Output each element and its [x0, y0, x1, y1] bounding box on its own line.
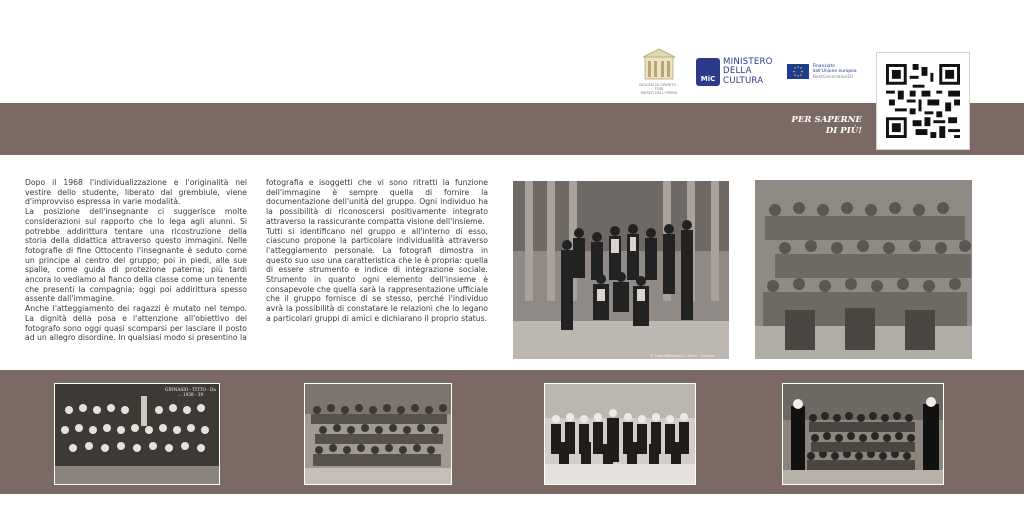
photo-credit: © Foto Biblioteca L.Fumi - Orvieto	[650, 353, 715, 358]
photo-nuns-children	[782, 383, 944, 485]
photo-school-children	[304, 383, 452, 485]
photo-boys-classroom	[544, 383, 696, 485]
museum-logo	[636, 47, 682, 97]
paragraph: Tutti si identificano nel gruppo e all'interno di esso, ciascuno propone la particolare individualità attraverso l'atteggiamento personale. La fotografi dimostra in questo suo uso una caratteristica che le è propria: quella di essere strumento e indice di integrazione sociale. Strumento in quanto ogni elemento dell'insieme è consapevole che quella sarà la rappresentazione ufficiale che il gruppo fornisce di se stesso, perché l'individuo avrà la possibilità di constatare le relazioni che lo legano a particolari gruppi di amici e dichiarano il proprio status.	[266, 226, 488, 323]
ministry-line-1: MINISTERO	[723, 56, 773, 67]
top-band	[0, 103, 1024, 155]
ministry-line-2: DELLA	[723, 66, 752, 77]
photo-youth-group	[512, 180, 730, 360]
ministry-logo	[696, 58, 773, 87]
paragraph: fotografia e isoggetti che vi sono ritratti la funzione dell'immagine è sempre quella di fornire la documentazione dell'unità del gruppo. Ogni individuo ha la possibilità di riconoscersi positivamente integrato attraverso la rassicurante compatta visione dell'insieme.	[266, 178, 488, 226]
photo-caption: GINNASIO - TITTO - Da ... 1938 - 39	[165, 387, 216, 397]
ministry-line-3: CULTURA	[723, 75, 764, 86]
paragraph: La posizione dell'insegnante ci suggerisce molte considerazioni sul rapporto che lo lega agli alunni. Si potrebbe addirittura tentare una ricostruzione della storia della didattica attraverso questo immagini. Nelle fotografie di fine Ottocento l'insegnante è seduto come un principe al centro del gruppo; poi in piedi, alle sue spalle, come guida di protezione paterna; più tardi ancora lo vediamo al fianco della classe come un tenente che presenti la compagnia; oggi poi addirittura spesso assente dall'immagine.	[25, 207, 247, 304]
eu-flag-icon	[787, 64, 809, 79]
photo-girls-group	[754, 179, 973, 360]
eu-logo	[787, 64, 857, 80]
eu-line-2: dall'Unione europea	[812, 69, 857, 75]
museum-caption: DIOCESI DI ORVIETO - TODI MUSEO DELL'OPERA	[639, 83, 679, 95]
text-column-left	[25, 178, 247, 343]
logo-strip	[636, 46, 857, 98]
text-column-right	[266, 178, 488, 324]
museum-building-icon	[639, 47, 679, 81]
eu-line-3: NextGenerationEU	[812, 74, 854, 80]
paragraph: Anche l'atteggiamento dei ragazzi è mutato nel tempo. La dignità della posa e l'attenzione all'obiettivo del fotografo sono oggi quasi scomparsi per lasciare il posto ad un allegro disordine. In qualsiasi modo si presentino la	[25, 304, 247, 343]
photo-class-1938	[54, 383, 220, 485]
mic-icon: MiC	[696, 58, 720, 86]
qr-code-icon	[886, 64, 960, 138]
paragraph: Dopo il 1968 l'individualizzazione e l'originalità nel vestire dello studente, liberato dal grembiule, viene d'improvviso espressa in varie modalità.	[25, 178, 247, 207]
more-info-link[interactable]: PER SAPERNE DI PIÙ!	[791, 115, 862, 136]
eu-line-1: Finanziato	[812, 64, 835, 70]
qr-code[interactable]	[876, 52, 970, 150]
